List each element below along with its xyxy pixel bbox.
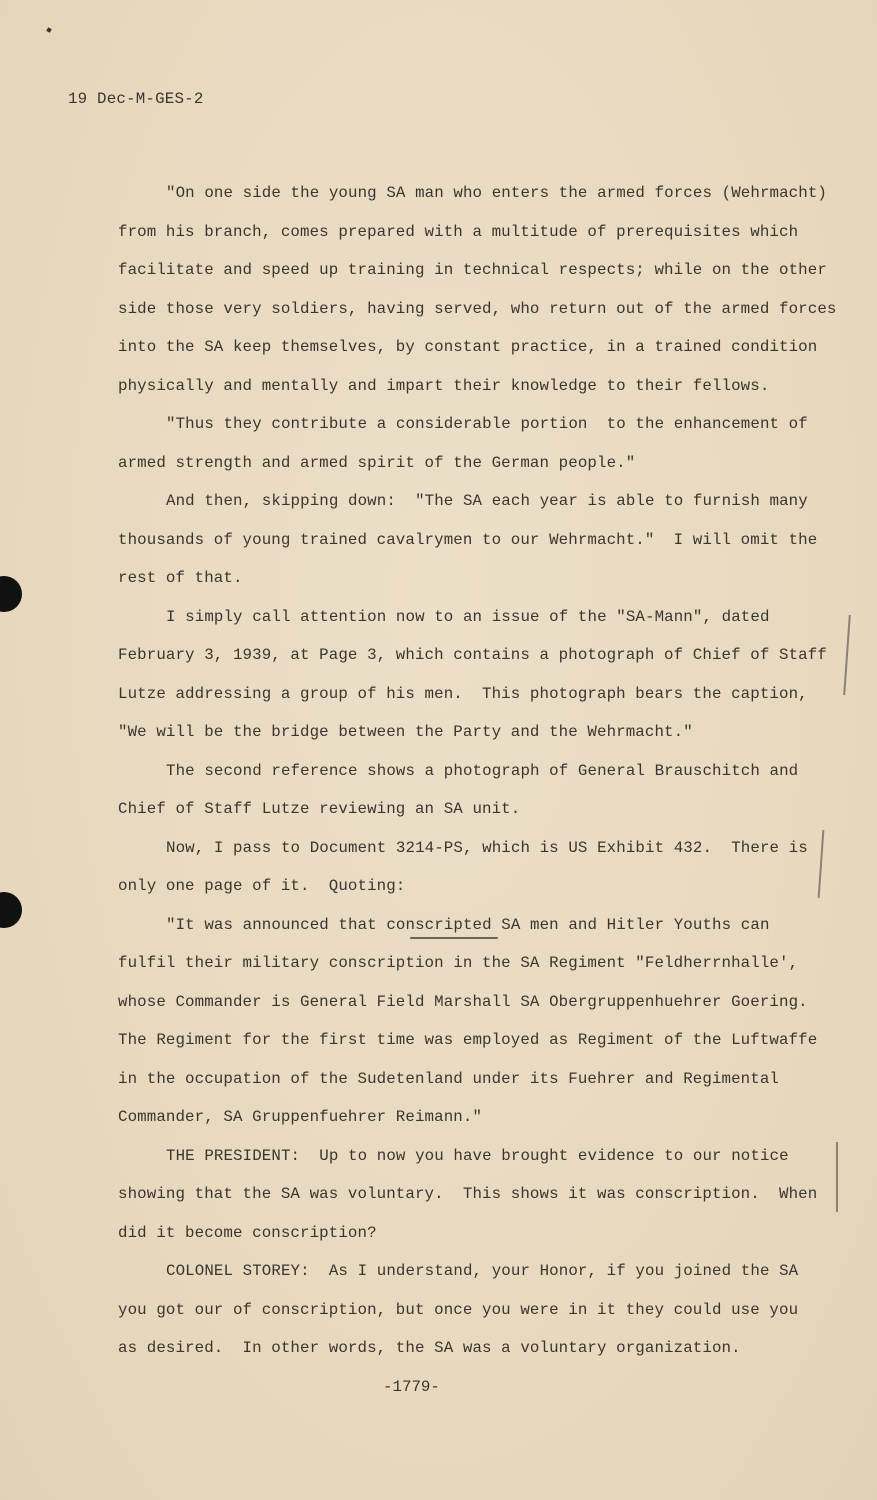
text-line: rest of that. <box>118 569 243 587</box>
text-line: Now, I pass to Document 3214-PS, which is US Exhibit 432. There is <box>166 838 808 857</box>
text-line: fulfil their military conscription in the SA Regiment "Feldherrnhalle', <box>118 954 799 972</box>
margin-mark <box>843 615 851 695</box>
text-line: only one page of it. Quoting: <box>118 877 406 895</box>
text-line: as desired. In other words, the SA was a voluntary organization. <box>118 1339 741 1357</box>
text-line: February 3, 1939, at Page 3, which contains a photograph of Chief of Staff <box>118 646 827 664</box>
margin-mark <box>818 830 825 898</box>
punch-hole <box>0 576 22 612</box>
punch-hole <box>0 892 22 928</box>
text-line: side those very soldiers, having served, who return out of the armed forces <box>118 299 837 318</box>
ink-speck <box>46 27 51 32</box>
document-header: 19 Dec-M-GES-2 <box>68 90 204 108</box>
text-line: in the occupation of the Sudetenland under its Fuehrer and Regimental <box>118 1069 779 1088</box>
text-line: "Thus they contribute a considerable portion to the enhancement of <box>166 415 808 433</box>
text-line: into the SA keep themselves, by constant practice, in a trained condition <box>118 338 818 356</box>
text-line: whose Commander is General Field Marshall SA Obergruppenhuehrer Goering. <box>118 992 808 1011</box>
text-line: armed strength and armed spirit of the German people." <box>118 453 636 472</box>
text-line: Commander, SA Gruppenfuehrer Reimann." <box>118 1108 483 1126</box>
text-line: I simply call attention now to an issue of the "SA-Mann", dated <box>166 607 770 626</box>
text-line: did it become conscription? <box>118 1223 377 1242</box>
text-line: COLONEL STOREY: As I understand, your Honor, if you joined the SA <box>166 1262 799 1280</box>
text-line: thousands of young trained cavalrymen to our Wehrmacht." I will omit the <box>118 530 818 549</box>
text-line: "On one side the young SA man who enters the armed forces (Wehrmacht) <box>166 184 827 202</box>
text-line: THE PRESIDENT: Up to now you have brought evidence to our notice <box>166 1146 789 1165</box>
text-line: you got our of conscription, but once you were in it they could use you <box>118 1300 799 1319</box>
text-line: The Regiment for the first time was employed as Regiment of the Luftwaffe <box>118 1031 818 1049</box>
handwritten-underline <box>410 937 498 939</box>
text-line: showing that the SA was voluntary. This shows it was conscription. When <box>118 1185 818 1203</box>
text-line: "It was announced that conscripted SA men and Hitler Youths can <box>166 915 770 934</box>
page-number: -1779- <box>383 1378 440 1396</box>
text-line: facilitate and speed up training in technical respects; while on the other <box>118 261 827 279</box>
text-line: Lutze addressing a group of his men. This photograph bears the caption, <box>118 684 808 703</box>
text-line: And then, skipping down: "The SA each year is able to furnish many <box>166 492 808 510</box>
text-line: physically and mentally and impart their knowledge to their fellows. <box>118 376 770 395</box>
text-line: The second reference shows a photograph of General Brauschitch and <box>166 761 799 780</box>
text-line: from his branch, comes prepared with a multitude of prerequisites which <box>118 222 799 241</box>
text-line: Chief of Staff Lutze reviewing an SA unit. <box>118 800 521 818</box>
margin-mark <box>836 1142 838 1212</box>
text-line: "We will be the bridge between the Party and the Wehrmacht." <box>118 723 693 741</box>
